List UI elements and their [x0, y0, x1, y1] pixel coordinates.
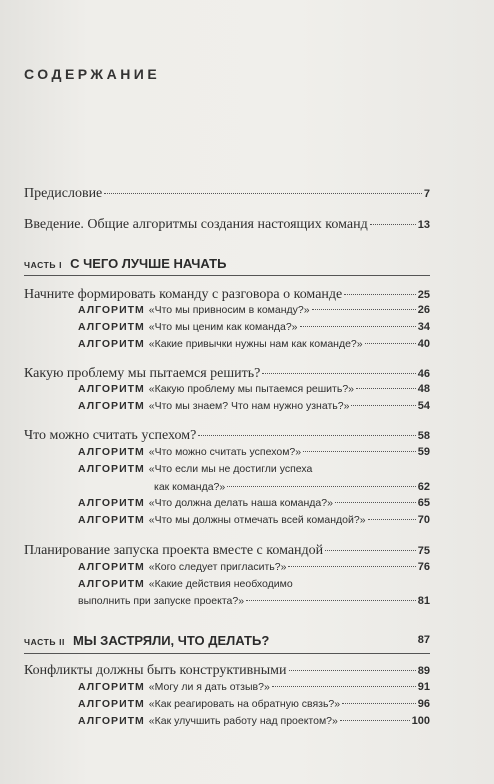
- algorithm-label: АЛГОРИТМ: [78, 561, 145, 573]
- algorithm-page: 96: [417, 698, 430, 710]
- toc-chapter[interactable]: [24, 287, 430, 303]
- algorithm-text: «Какую проблему мы пытаемся решить?»: [148, 383, 354, 395]
- algorithm-page: 34: [417, 321, 430, 333]
- leader-dots: [246, 599, 416, 601]
- leader-dots: [325, 549, 416, 551]
- toc-algorithm[interactable]: [78, 463, 430, 475]
- algorithm-label: АЛГОРИТМ: [78, 338, 145, 350]
- leader-dots: [312, 308, 416, 310]
- toc-algorithm[interactable]: [78, 715, 430, 727]
- toc-algorithm[interactable]: [78, 446, 430, 458]
- part-label: ЧАСТЬ I: [24, 260, 63, 270]
- algorithm-text: «Что если мы не достигли успеха: [148, 463, 313, 475]
- leader-dots: [289, 669, 416, 671]
- algorithm-label: АЛГОРИТМ: [78, 463, 145, 475]
- leader-dots: [198, 434, 415, 436]
- algorithm-page: 62: [417, 481, 430, 493]
- part-rule: [24, 275, 430, 276]
- toc-entry-intro[interactable]: [24, 217, 430, 233]
- toc-algorithm-continued[interactable]: [154, 481, 430, 493]
- chapter-page: 25: [417, 289, 430, 301]
- leader-dots: [300, 325, 416, 327]
- toc-algorithm[interactable]: [78, 321, 430, 333]
- chapter-text: Что можно считать успехом?: [24, 428, 197, 443]
- leader-dots: [262, 372, 415, 374]
- toc-algorithm-continued[interactable]: [78, 595, 430, 607]
- algorithm-label: АЛГОРИТМ: [78, 578, 145, 590]
- part-heading[interactable]: [24, 256, 226, 271]
- chapter-text: Планирование запуска проекта вместе с командой: [24, 543, 324, 558]
- toc-algorithm[interactable]: [78, 698, 430, 710]
- toc-algorithm[interactable]: [78, 514, 430, 526]
- algorithm-text: «Как улучшить работу над проектом?»: [148, 715, 338, 727]
- algorithm-page: 76: [417, 561, 430, 573]
- algorithm-text: «Кого следует пригласить?»: [148, 561, 287, 573]
- algorithm-text: «Что мы ценим как команда?»: [148, 321, 298, 333]
- toc-algorithm[interactable]: [78, 681, 430, 693]
- chapter-text: Начните формировать команду с разговора о команде: [24, 287, 343, 302]
- part-title: МЫ ЗАСТРЯЛИ, ЧТО ДЕЛАТЬ?: [73, 633, 270, 648]
- algorithm-label: АЛГОРИТМ: [78, 400, 145, 412]
- algorithm-text: «Что можно считать успехом?»: [148, 446, 302, 458]
- toc-chapter[interactable]: [24, 366, 430, 382]
- toc-chapter[interactable]: [24, 428, 430, 444]
- leader-dots: [365, 342, 416, 344]
- leader-dots: [303, 450, 416, 452]
- chapter-text: Какую проблему мы пытаемся решить?: [24, 366, 261, 381]
- toc-chapter[interactable]: [24, 543, 430, 559]
- algorithm-label: АЛГОРИТМ: [78, 681, 145, 693]
- algorithm-text: «Что мы знаем? Что нам нужно узнать?»: [148, 400, 350, 412]
- leader-dots: [227, 485, 416, 487]
- algorithm-page: 65: [417, 497, 430, 509]
- entry-text: Предисловие: [24, 186, 103, 201]
- leader-dots: [351, 404, 415, 406]
- algorithm-label: АЛГОРИТМ: [78, 715, 145, 727]
- leader-dots: [356, 387, 416, 389]
- toc-title: СОДЕРЖАНИЕ: [24, 66, 161, 82]
- algorithm-page: 70: [417, 514, 430, 526]
- algorithm-page: 40: [417, 338, 430, 350]
- algorithm-label: АЛГОРИТМ: [78, 698, 145, 710]
- leader-dots: [370, 223, 416, 225]
- algorithm-label: АЛГОРИТМ: [78, 446, 145, 458]
- leader-dots: [272, 685, 416, 687]
- chapter-text: Конфликты должны быть конструктивными: [24, 663, 287, 678]
- algorithm-page: 81: [417, 595, 430, 607]
- entry-text: Введение. Общие алгоритмы создания настоящих команд: [24, 217, 368, 232]
- part-rule: [24, 653, 430, 654]
- chapter-page: 46: [417, 368, 430, 380]
- algorithm-label: АЛГОРИТМ: [78, 497, 145, 509]
- toc-algorithm[interactable]: [78, 383, 430, 395]
- part-label: ЧАСТЬ II: [24, 637, 66, 647]
- part-title: С ЧЕГО ЛУЧШЕ НАЧАТЬ: [70, 256, 227, 271]
- toc-algorithm[interactable]: [78, 578, 430, 590]
- algorithm-page: 91: [417, 681, 430, 693]
- algorithm-text: «Что должна делать наша команда?»: [148, 497, 333, 509]
- toc-algorithm[interactable]: [78, 304, 430, 316]
- leader-dots: [344, 293, 416, 295]
- chapter-page: 75: [417, 545, 430, 557]
- toc-entry-preface[interactable]: [24, 186, 430, 202]
- part-page: 87: [417, 634, 430, 646]
- algorithm-page: 100: [411, 715, 430, 727]
- algorithm-page: 48: [417, 383, 430, 395]
- algorithm-text: «Как реагировать на обратную связь?»: [148, 698, 341, 710]
- algorithm-label: АЛГОРИТМ: [78, 321, 145, 333]
- algorithm-page: 54: [417, 400, 430, 412]
- leader-dots: [288, 565, 415, 567]
- chapter-page: 58: [417, 430, 430, 442]
- algorithm-label: АЛГОРИТМ: [78, 304, 145, 316]
- part-heading[interactable]: [24, 633, 269, 648]
- algorithm-text: «Какие привычки нужны нам как команде?»: [148, 338, 363, 350]
- toc-chapter[interactable]: [24, 663, 430, 679]
- toc-algorithm[interactable]: [78, 497, 430, 509]
- algorithm-page: 59: [417, 446, 430, 458]
- algorithm-label: АЛГОРИТМ: [78, 383, 145, 395]
- toc-algorithm[interactable]: [78, 338, 430, 350]
- leader-dots: [104, 192, 422, 194]
- algorithm-text: «Что мы должны отмечать всей командой?»: [148, 514, 366, 526]
- leader-dots: [340, 719, 410, 721]
- toc-algorithm[interactable]: [78, 400, 430, 412]
- chapter-page: 89: [417, 665, 430, 677]
- leader-dots: [368, 518, 416, 520]
- leader-dots: [335, 501, 416, 503]
- algorithm-text-continued: выполнить при запуске проекта?»: [78, 595, 245, 607]
- algorithm-text: «Какие действия необходимо: [148, 578, 293, 590]
- algorithm-text-continued: как команда?»: [154, 481, 226, 493]
- algorithm-text: «Что мы привносим в команду?»: [148, 304, 310, 316]
- toc-algorithm[interactable]: [78, 561, 430, 573]
- algorithm-page: 26: [417, 304, 430, 316]
- leader-dots: [342, 702, 416, 704]
- entry-page: 7: [423, 188, 430, 200]
- algorithm-label: АЛГОРИТМ: [78, 514, 145, 526]
- entry-page: 13: [417, 219, 430, 231]
- algorithm-text: «Могу ли я дать отзыв?»: [148, 681, 270, 693]
